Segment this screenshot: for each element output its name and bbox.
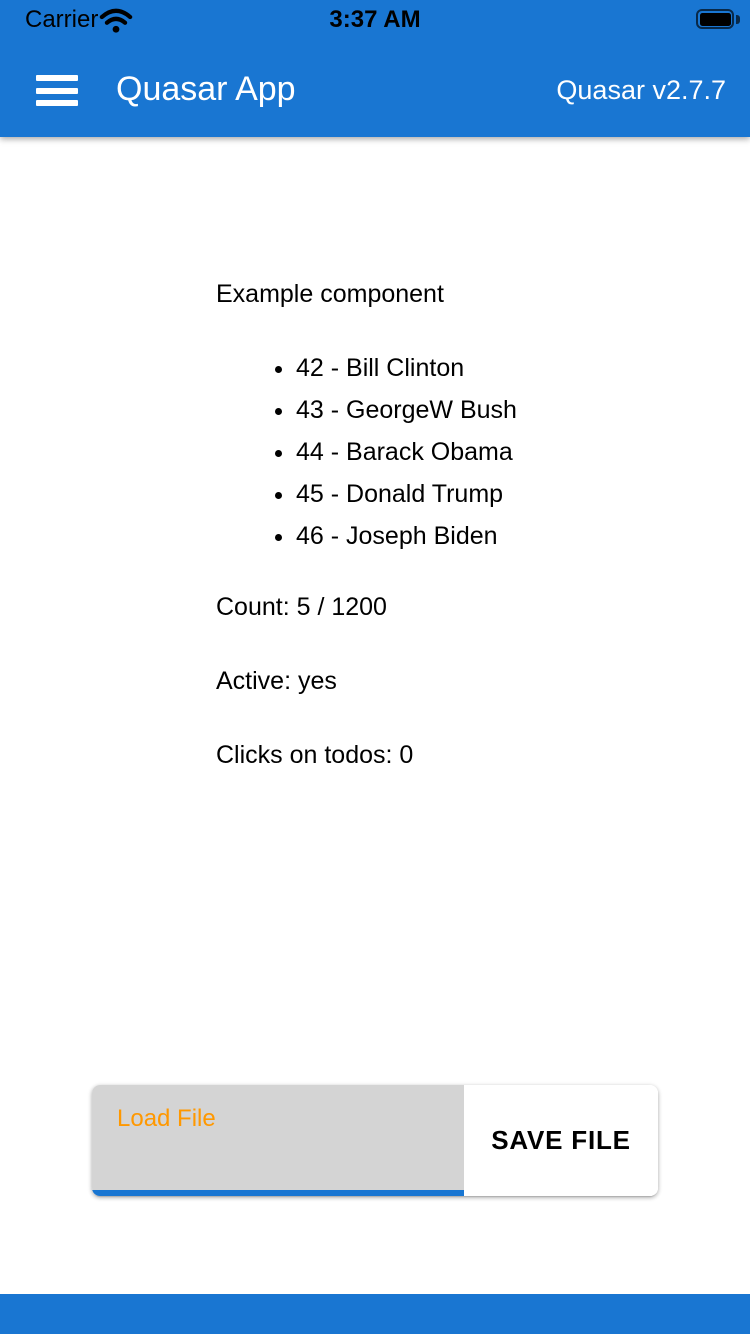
carrier-label: Carrier	[25, 6, 99, 33]
status-bar	[0, 0, 750, 40]
list-item-president-42[interactable]: • 42 - Bill Clinton	[296, 347, 750, 389]
app-title: Quasar App	[116, 70, 296, 108]
app-header	[0, 0, 750, 137]
hamburger-menu-icon	[36, 75, 78, 81]
load-file-label: Load File	[117, 1105, 216, 1132]
input-underline	[92, 1190, 464, 1196]
file-controls	[92, 1085, 658, 1196]
list-item-president-43[interactable]: • 43 - GeorgeW Bush	[296, 389, 750, 431]
battery-icon	[696, 9, 740, 29]
menu-button[interactable]	[36, 75, 78, 106]
load-file-input[interactable]	[92, 1085, 464, 1196]
status-time: 3:37 AM	[329, 6, 421, 33]
save-file-button[interactable]: SAVE FILE	[464, 1085, 658, 1196]
presidents-list	[0, 347, 750, 557]
example-component-heading: Example component	[216, 280, 444, 308]
clicks-text: Clicks on todos: 0	[216, 741, 414, 769]
footer-bar	[0, 1294, 750, 1334]
count-text: Count: 5 / 1200	[216, 593, 387, 621]
quasar-version-label: Quasar v2.7.7	[556, 75, 726, 105]
active-text: Active: yes	[216, 667, 337, 695]
list-item-president-45[interactable]: • 45 - Donald Trump	[296, 473, 750, 515]
list-item-president-44[interactable]: • 44 - Barack Obama	[296, 431, 750, 473]
list-item-president-46[interactable]: • 46 - Joseph Biden	[296, 515, 750, 557]
